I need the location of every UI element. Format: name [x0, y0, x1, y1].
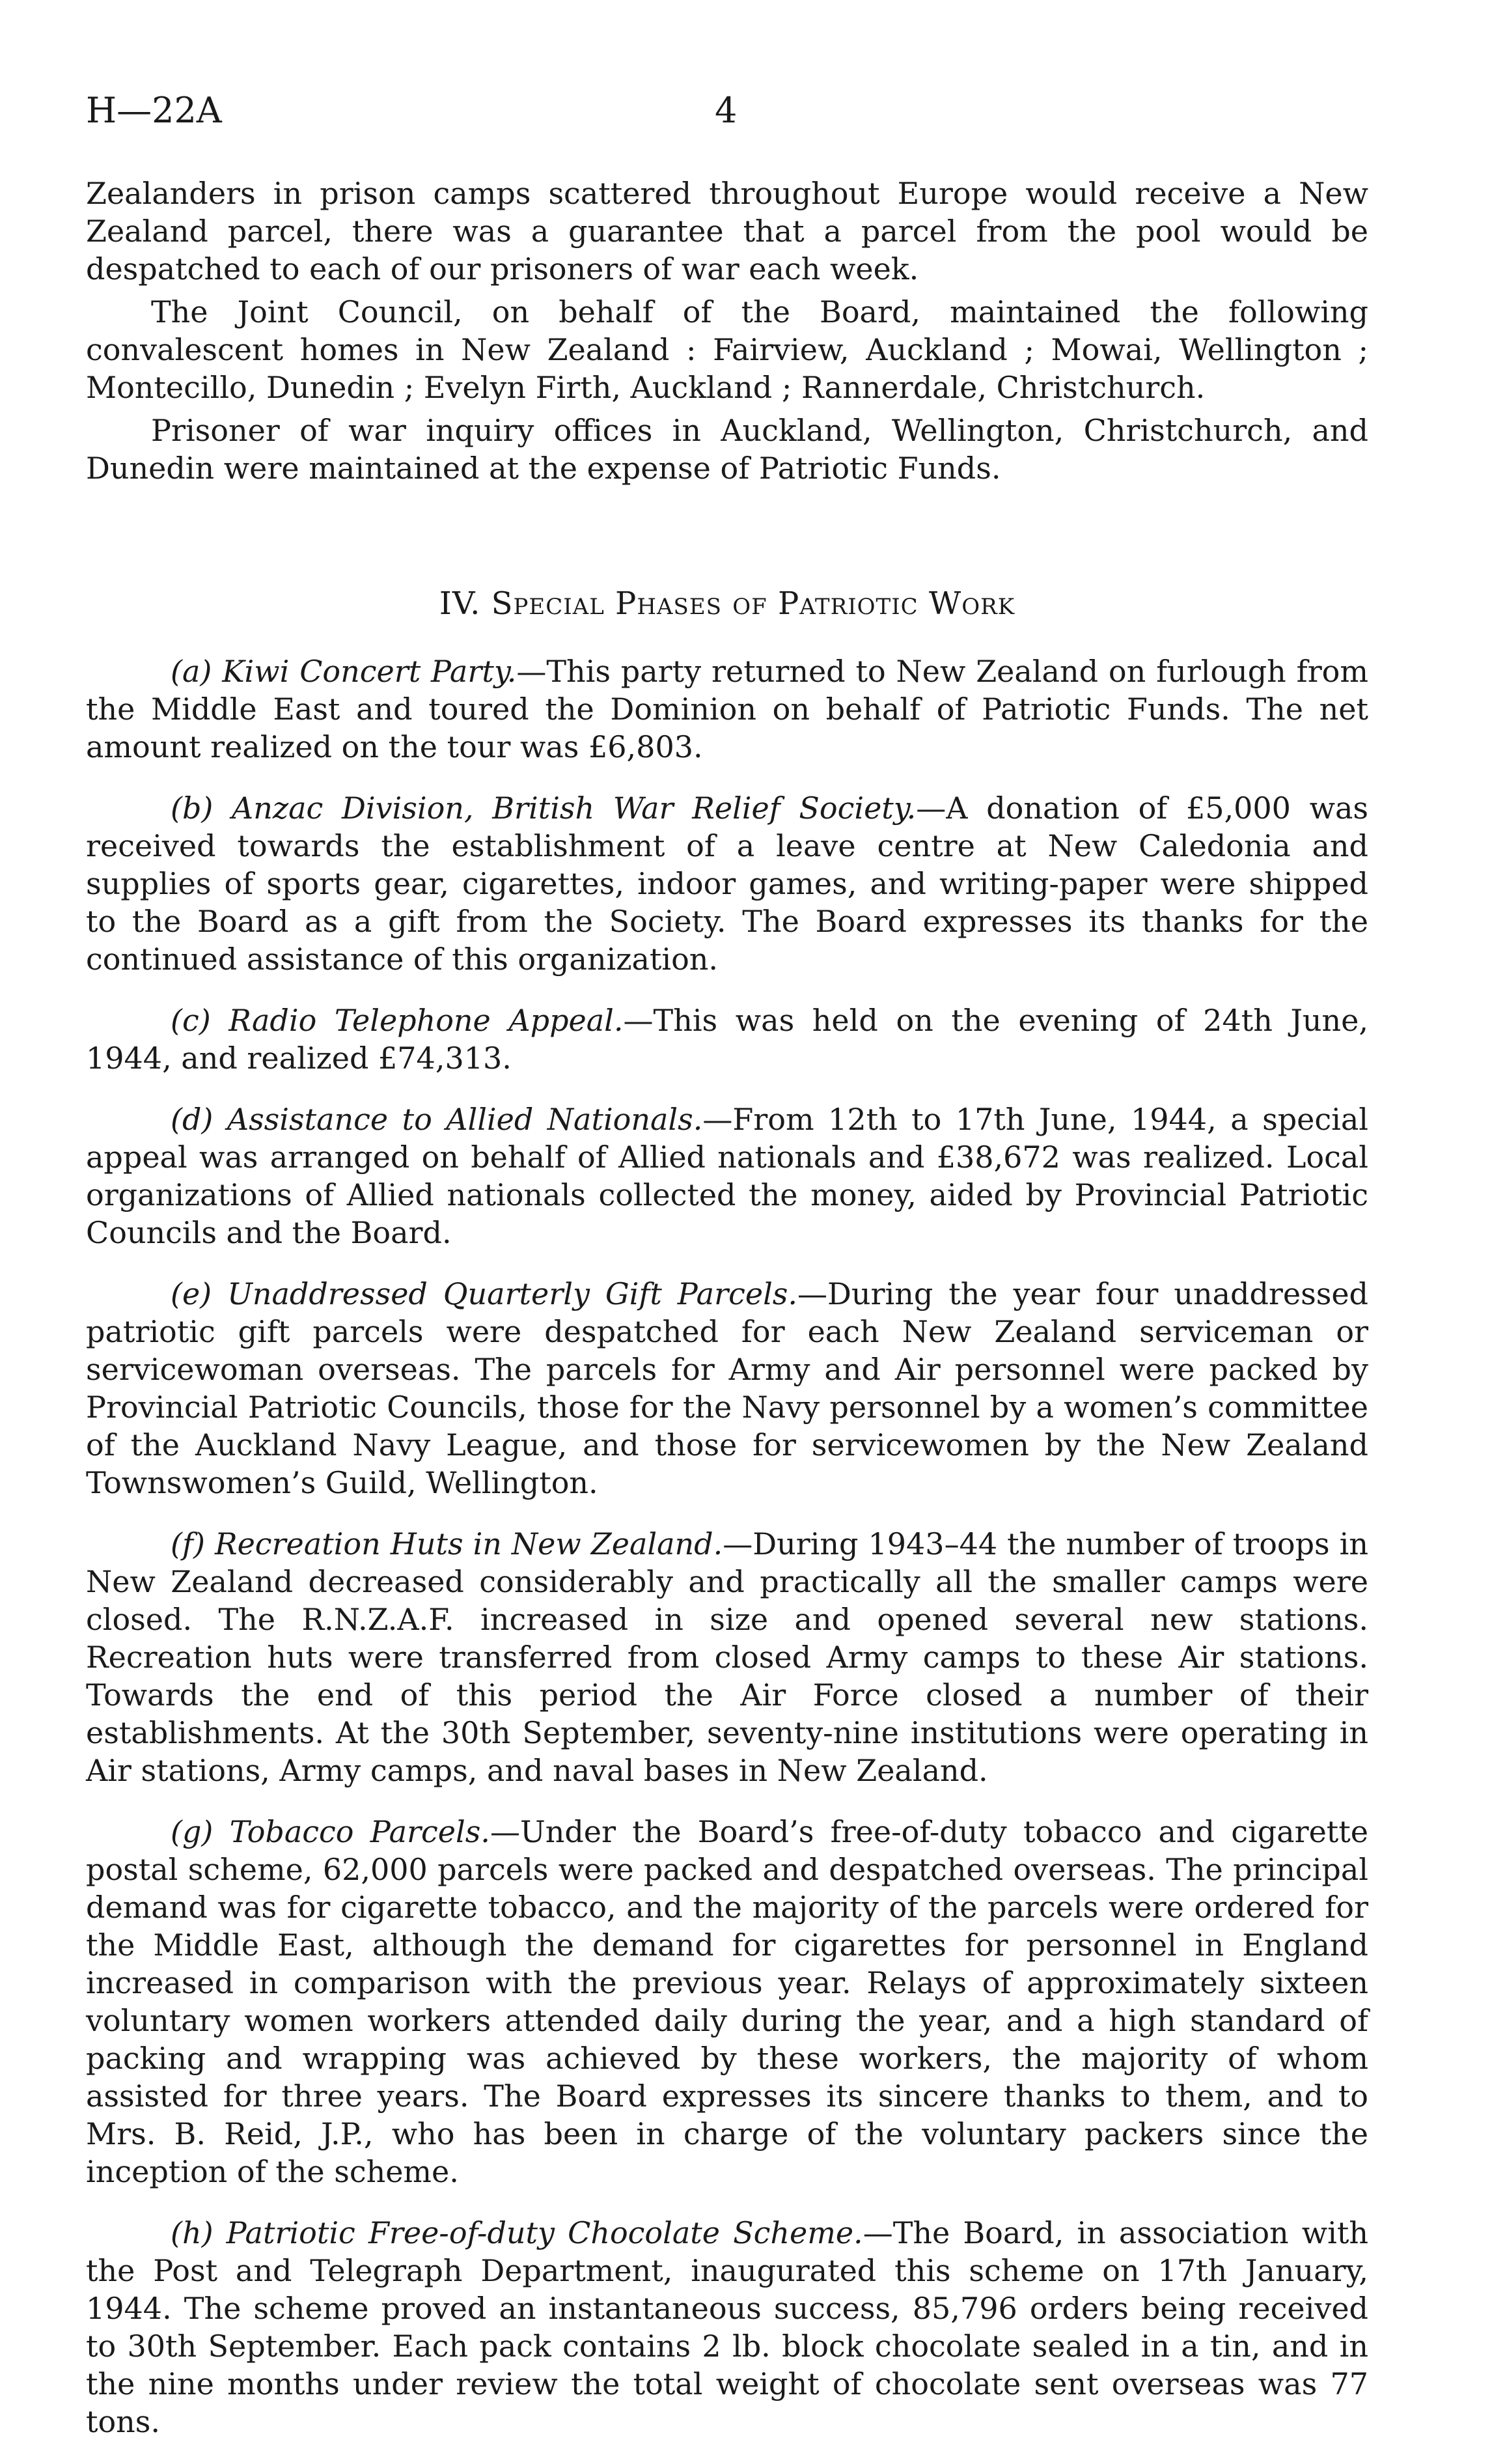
page-number: 4 [715, 90, 738, 131]
document-code: H—22A [86, 90, 222, 131]
list-item [86, 1525, 1368, 1789]
item-label: (e) [171, 1276, 212, 1311]
list-item [86, 1813, 1368, 2191]
list-item [86, 1100, 1368, 1252]
section-title: Special Phases of Patriotic Work [491, 585, 1015, 622]
item-text: —This was held on the evening of 24th June, 1944, and realized £74,313. [86, 1003, 1368, 1076]
item-label: (g) [171, 1814, 214, 1849]
body-text [86, 175, 1368, 2464]
item-title: Radio Telephone Appeal. [228, 1003, 624, 1038]
item-title: Kiwi Concert Party. [222, 654, 517, 689]
item-label: (h) [171, 2215, 214, 2250]
list-item [86, 789, 1368, 978]
item-title: Recreation Huts in New Zealand. [214, 1526, 723, 1561]
section-heading [86, 585, 1368, 623]
item-title: Anzac Division, British War Relief Society. [232, 791, 917, 826]
inquiry-offices-paragraph: Prisoner of war inquiry offices in Auckland, Wellington, Christchurch, and Dunedin were maintained at the expense of Patriotic Funds. [86, 413, 1368, 486]
item-text: —During 1943–44 the number of troops in New Zealand decreased considerably and practically all the smaller camps were closed. The R.N.Z.A.F. increased in size and opened several new stations. Recreation huts were transferred from closed Army camps to these Air stations. Towards the end of this period the Air Force closed a number of their establishments. At the 30th September, seventy-nine institutions were operating in Air stations, Army camps, and naval bases in New Zealand. [86, 1526, 1368, 1788]
item-title: Tobacco Parcels. [229, 1814, 490, 1849]
item-label: (d) [171, 1102, 214, 1137]
list-item [86, 1001, 1368, 1077]
item-label: (b) [171, 791, 214, 826]
list-item [86, 1275, 1368, 1502]
convalescent-homes-paragraph: The Joint Council, on behalf of the Board, maintained the following convalescent homes in New Zealand : Fairview, Auckland ; Mowai, Wellington ; Montecillo, Dunedin ; Evelyn Firth, Auckland ; Rannerdale, Christchurch. [86, 294, 1368, 405]
item-text: —This party returned to New Zealand on furlough from the Middle East and toured the Dominion on behalf of Patriotic Funds. The net amount realized on the tour was £6,803. [86, 654, 1368, 764]
list-item [86, 2214, 1368, 2441]
item-text: —The Board, in association with the Post and Telegraph Department, inaugurated this scheme on 17th January, 1944. The scheme proved an instantaneous success, 85,796 orders being received to 30th September. Each pack contains 2 lb. block chocolate sealed in a tin, and in the nine months under review the total weight of chocolate sent overseas was 77 tons. [86, 2215, 1368, 2439]
item-text: —A donation of £5,000 was received towards the establishment of a leave centre at New Caledonia and supplies of sports gear, cigarettes, indoor games, and writing-paper were shipped to the Board as a gift from the Society. The Board expresses its thanks for the continued assistance of this organization. [86, 791, 1369, 977]
item-label: (f) [171, 1526, 205, 1561]
item-title: Patriotic Free-of-duty Chocolate Scheme. [226, 2215, 863, 2250]
item-text: —Under the Board’s free-of-duty tobacco and cigarette postal scheme, 62,000 parcels were packed and despatched overseas. The principal demand was for cigarette tobacco, and the majority of the parcels were ordered for the Middle East, although the demand for cigarettes for personnel in England increased in comparison with the previous year. Relays of approximately sixteen voluntary women workers attended daily during the year, and a high standard of packing and wrapping was achieved by these workers, the majority of whom assisted for three years. The Board expresses its sincere thanks to them, and to Mrs. B. Reid, J.P., who has been in charge of the voluntary packers since the inception of the scheme. [86, 1814, 1368, 2189]
item-title: Assistance to Allied Nationals. [227, 1102, 703, 1137]
list-item [86, 652, 1368, 766]
continuation-paragraph: Zealanders in prison camps scattered throughout Europe would receive a New Zealand parcel, there was a guarantee that a parcel from the pool would be despatched to each of our prisoners of war each week. [86, 176, 1368, 287]
section-numeral: IV. [439, 585, 481, 622]
item-text: —From 12th to 17th June, 1944, a special appeal was arranged on behalf of Allied nationals and £38,672 was realized. Local organizations of Allied nationals collected the money, aided by Provincial Patriotic Councils and the Board. [86, 1102, 1368, 1250]
item-label: (c) [171, 1003, 211, 1038]
item-label: (a) [171, 654, 212, 689]
item-title: Unaddressed Quarterly Gift Parcels. [227, 1276, 798, 1311]
item-text: —During the year four unaddressed patriotic gift parcels were despatched for each New Zealand serviceman or servicewoman overseas. The parcels for Army and Air personnel were packed by Provincial Patriotic Councils, those for the Navy personnel by a women’s committee of the Auckland Navy League, and those for servicewomen by the New Zealand Townswomen’s Guild, Wellington. [86, 1276, 1368, 1500]
page-header [86, 90, 1381, 142]
